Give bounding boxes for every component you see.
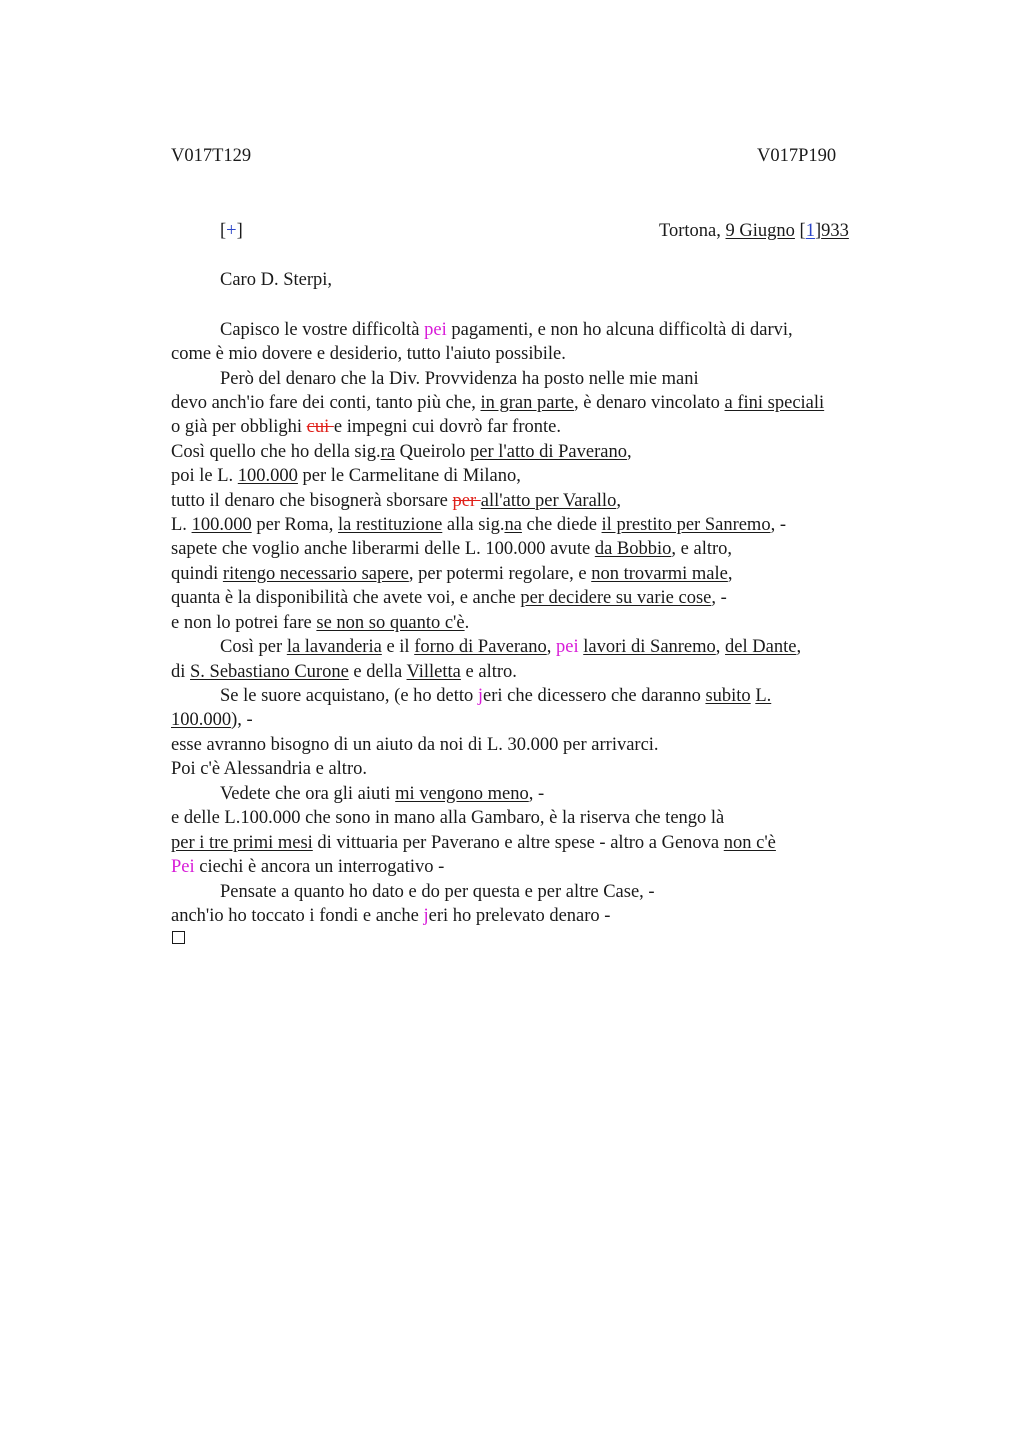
letter-line: devo anch'io fare dei conti, tanto più che, in gran parte, è denaro vincolato a fini speciali	[171, 393, 825, 413]
letter-line: poi le L. 100.000 per le Carmelitane di Milano,	[171, 466, 521, 486]
letter-line: Pensate a quanto ho dato e do per questa e per altre Case, -	[220, 882, 655, 902]
letter-line: come è mio dovere e desiderio, tutto l'aiuto possibile.	[171, 344, 566, 364]
letter-line: 100.000), -	[171, 710, 253, 730]
letter-line: L. 100.000 per Roma, la restituzione alla sig.na che diede il prestito per Sanremo, -	[171, 515, 786, 535]
letter-line: per i tre primi mesi di vittuaria per Paverano e altre spese - altro a Genova non c'è	[171, 833, 776, 853]
letter-line: Poi c'è Alessandria e altro.	[171, 759, 367, 779]
salutation: Caro D. Sterpi,	[220, 270, 333, 290]
letter-line: o già per obblighi cui e impegni cui dovrò far fronte.	[171, 417, 561, 437]
letter-line: e delle L.100.000 che sono in mano alla Gambaro, è la riserva che tengo là	[171, 808, 725, 828]
document-code-right: V017P190	[757, 146, 837, 166]
plus-link[interactable]: +	[226, 221, 237, 241]
letter-line: Pei ciechi è ancora un interrogativo -	[171, 857, 445, 877]
year-note-link[interactable]: 1	[805, 221, 815, 241]
letter-line: Vedete che ora gli aiuti mi vengono meno, -	[220, 784, 545, 804]
letter-line: quindi ritengo necessario sapere, per potermi regolare, e non trovarmi male,	[171, 564, 733, 584]
letter-line: Così per la lavanderia e il forno di Paverano, pei lavori di Sanremo, del Dante,	[220, 637, 802, 657]
letter-line: esse avranno bisogno di un aiuto da noi di L. 30.000 per arrivarci.	[171, 735, 659, 755]
letter-line: Se le suore acquistano, (e ho detto jeri che dicessero che daranno subito L.	[220, 686, 772, 706]
letter-line: anch'io ho toccato i fondi e anche jeri ho prelevato denaro -	[171, 906, 611, 926]
letter-line: tutto il denaro che bisognerà sborsare per all'atto per Varallo,	[171, 491, 621, 511]
letter-line: di S. Sebastiano Curone e della Villetta e altro.	[171, 662, 517, 682]
editorial-marker: [+]	[220, 221, 243, 241]
document-code-left: V017T129	[171, 146, 252, 166]
letter-line: Però del denaro che la Div. Provvidenza ha posto nelle mie mani	[220, 369, 699, 389]
letter-line: sapete che voglio anche liberarmi delle L. 100.000 avute da Bobbio, e altro,	[171, 539, 733, 559]
letter-line: quanta è la disponibilità che avete voi, e anche per decidere su varie cose, -	[171, 588, 727, 608]
letter-line: Capisco le vostre difficoltà pei pagamenti, e non ho alcuna difficoltà di darvi,	[220, 320, 793, 340]
letter-line: e non lo potrei fare se non so quanto c'è.	[171, 613, 470, 633]
dateline: Tortona, 9 Giugno [1]933	[659, 221, 849, 241]
checkbox-square	[172, 931, 185, 944]
letter-line: Così quello che ho della sig.ra Queirolo per l'atto di Paverano,	[171, 442, 632, 462]
